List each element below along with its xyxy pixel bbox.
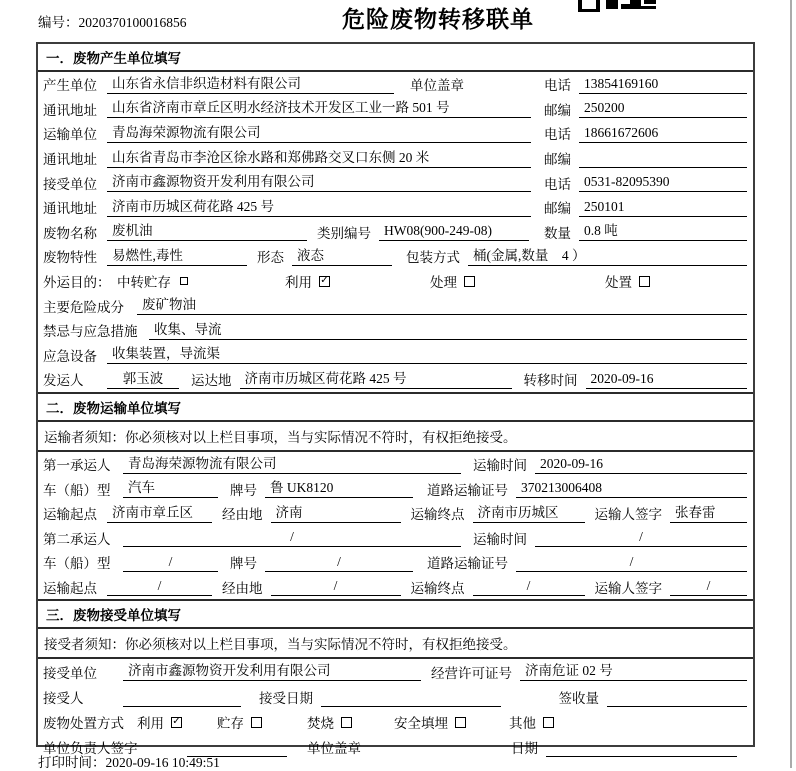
shipper-row xyxy=(38,367,753,392)
qr-code-fragment-icon xyxy=(578,0,658,9)
phone1-label: 电话 xyxy=(544,78,571,94)
end2-value: / xyxy=(473,577,585,596)
section1-header: 一．废物产生单位填写 xyxy=(38,44,753,72)
section-transport xyxy=(38,392,753,600)
disposal-option-other xyxy=(509,712,554,732)
category-value: HW08(900-249-08) xyxy=(379,222,529,241)
carrier1-row xyxy=(38,452,753,477)
phone3-label: 电话 xyxy=(544,176,571,192)
disposal-option-burn xyxy=(307,712,394,732)
disposal-option-burn-label: 焚烧 xyxy=(307,716,334,732)
disposal-landfill-checkbox xyxy=(455,717,466,728)
disposal-option-landfill xyxy=(394,712,509,732)
hazard-label: 主要危险成分 xyxy=(43,299,124,315)
route1-row xyxy=(38,501,753,526)
packing-value: 桶(金属,数量 4 ） xyxy=(468,247,747,266)
waste-name-row xyxy=(38,220,753,245)
purpose-option-use xyxy=(285,271,430,291)
receiver-value: 济南市鑫源物资开发利用有限公司 xyxy=(107,173,531,192)
addr3-value: 济南市历城区荷花路 425 号 xyxy=(107,198,531,217)
quantity-value: 0.8 吨 xyxy=(579,222,747,241)
time2-value: / xyxy=(535,528,747,547)
plate2-label: 牌号 xyxy=(230,556,257,572)
receiver-label: 接受单位 xyxy=(43,176,97,192)
phone1-value: 13854169160 xyxy=(579,75,747,94)
section-receive xyxy=(38,599,753,760)
time2-label: 运输时间 xyxy=(473,531,527,547)
date-value xyxy=(546,738,737,757)
post3-value: 250101 xyxy=(579,198,747,217)
equipment-value: 收集装置，导流渠 xyxy=(107,345,747,364)
post1-value: 250200 xyxy=(579,99,747,118)
disposal-option-store xyxy=(217,712,307,732)
road-cert2-value: / xyxy=(516,553,747,572)
disposal-row xyxy=(38,710,753,735)
disposal-option-use-label: 利用 xyxy=(137,716,164,732)
shipper-label: 发运人 xyxy=(43,373,84,389)
producer-address-row xyxy=(38,97,753,122)
doc-number-label: 编号： xyxy=(38,15,79,30)
phone2-value: 18661672606 xyxy=(579,124,747,143)
dest-label: 运达地 xyxy=(191,373,232,389)
road-cert1-label: 道路运输证号 xyxy=(427,482,508,498)
via1-label: 经由地 xyxy=(222,507,263,523)
print-time-value: 2020-09-16 10:49:51 xyxy=(105,755,220,770)
end2-label: 运输终点 xyxy=(410,580,465,596)
waste-name-label: 废物名称 xyxy=(43,225,97,241)
addr1-label: 通讯地址 xyxy=(43,102,97,118)
phone3-value: 0531-82095390 xyxy=(579,173,747,192)
sign1-value: 张春雷 xyxy=(670,504,747,523)
section2-header: 二．废物运输单位填写 xyxy=(38,394,753,422)
post3-label: 邮编 xyxy=(544,201,571,217)
transfer-time-value: 2020-09-16 xyxy=(586,370,748,389)
shipper-value: 郭玉波 xyxy=(107,370,179,389)
transporter-address-row xyxy=(38,146,753,171)
post1-label: 邮编 xyxy=(544,102,571,118)
addr1-value: 山东省济南市章丘区明水经济技术开发区工业一路 501 号 xyxy=(107,99,531,118)
time1-value: 2020-09-16 xyxy=(535,455,747,474)
addr2-value: 山东省青岛市李沧区徐水路和郑佛路交叉口东侧 20 米 xyxy=(107,149,531,168)
main-hazard-row xyxy=(38,293,753,318)
purpose-option-treat xyxy=(430,271,605,291)
vehicle1-value: 汽车 xyxy=(123,479,218,498)
phone2-label: 电话 xyxy=(544,127,571,143)
purpose-treat-checkbox xyxy=(464,276,475,287)
sign2-label: 运输人签字 xyxy=(594,580,662,596)
transfer-time-label: 转移时间 xyxy=(523,373,578,389)
measures-label: 禁忌与应急措施 xyxy=(43,324,138,340)
emergency-measures-row xyxy=(38,318,753,343)
print-time-label: 打印时间： xyxy=(38,755,106,770)
via2-value: / xyxy=(271,577,401,596)
waste-traits-row xyxy=(38,244,753,269)
time1-label: 运输时间 xyxy=(473,458,527,474)
waste-name-value: 废机油 xyxy=(107,222,307,241)
receiver-address-row xyxy=(38,195,753,220)
form-value: 液态 xyxy=(292,247,392,266)
post2-value xyxy=(579,149,747,168)
purpose-option-dispose-label: 处置 xyxy=(605,275,632,291)
category-label: 类别编号 xyxy=(317,225,371,241)
receive-unit-value: 济南市鑫源物资开发利用有限公司 xyxy=(123,662,421,681)
producer-value: 山东省永信非织造材料有限公司 xyxy=(107,75,394,94)
road-cert1-value: 370213006408 xyxy=(516,479,747,498)
vehicle2-value: / xyxy=(123,553,218,572)
measures-value: 收集、导流 xyxy=(149,321,747,340)
traits-value: 易燃性,毒性 xyxy=(107,247,247,266)
receive-unit-label: 接受单位 xyxy=(43,665,97,681)
hazard-value: 废矿物油 xyxy=(137,296,747,315)
receive-unit-row xyxy=(38,659,753,684)
purpose-option-use-label: 利用 xyxy=(285,275,312,291)
purpose-label: 外运目的： xyxy=(43,275,111,291)
packing-label: 包装方式 xyxy=(406,250,460,266)
disposal-label: 废物处置方式 xyxy=(43,716,124,732)
purpose-row xyxy=(38,269,753,294)
sign1-label: 运输人签字 xyxy=(594,507,662,523)
origin1-value: 济南市章丘区 xyxy=(107,504,212,523)
acceptor-value xyxy=(123,688,241,707)
purpose-option-treat-label: 处理 xyxy=(430,275,457,291)
acceptor-row xyxy=(38,684,753,709)
vehicle2-label: 车（船）型 xyxy=(43,556,111,572)
received-qty-value xyxy=(607,688,747,707)
accept-date-label: 接受日期 xyxy=(259,691,313,707)
post2-label: 邮编 xyxy=(544,152,571,168)
unit-seal2-label: 单位盖章 xyxy=(307,741,361,757)
leader-sign-label: 单位负责人签字 xyxy=(43,741,138,757)
license-value: 济南危证 02 号 xyxy=(520,662,747,681)
quantity-label: 数量 xyxy=(544,225,571,241)
disposal-store-checkbox xyxy=(251,717,262,728)
carrier2-label: 第二承运人 xyxy=(43,531,111,547)
transporter-label: 运输单位 xyxy=(43,127,97,143)
plate1-value: 鲁 UK8120 xyxy=(265,479,413,498)
via1-value: 济南 xyxy=(271,504,401,523)
transporter-value: 青岛海荣源物流有限公司 xyxy=(107,124,531,143)
dest-value: 济南市历城区荷花路 425 号 xyxy=(240,370,512,389)
purpose-transfer-checkbox xyxy=(180,277,188,285)
carrier2-value: / xyxy=(123,528,461,547)
producer-label: 产生单位 xyxy=(43,78,97,94)
plate1-label: 牌号 xyxy=(230,482,257,498)
page-right-edge xyxy=(790,0,792,768)
accept-date-value xyxy=(321,688,501,707)
purpose-dispose-checkbox xyxy=(639,276,650,287)
route2-row xyxy=(38,575,753,600)
transporter-row xyxy=(38,121,753,146)
carrier1-label: 第一承运人 xyxy=(43,458,111,474)
carrier2-row xyxy=(38,526,753,551)
disposal-option-use xyxy=(137,712,217,732)
section3-header: 三．废物接受单位填写 xyxy=(38,601,753,629)
purpose-option-transfer-label: 中转贮存 xyxy=(117,275,171,291)
disposal-option-landfill-label: 安全填埋 xyxy=(394,716,448,732)
print-time xyxy=(38,751,220,771)
doc-number-value: 2020370100016856 xyxy=(78,15,187,30)
carrier1-value: 青岛海荣源物流有限公司 xyxy=(123,455,461,474)
via2-label: 经由地 xyxy=(222,580,263,596)
plate2-value: / xyxy=(265,553,413,572)
disposal-use-checkbox: ✓ xyxy=(172,716,181,728)
end1-label: 运输终点 xyxy=(410,507,465,523)
equipment-label: 应急设备 xyxy=(43,348,97,364)
origin1-label: 运输起点 xyxy=(43,507,97,523)
purpose-option-transfer xyxy=(117,271,285,291)
disposal-burn-checkbox xyxy=(341,717,352,728)
end1-value: 济南市历城区 xyxy=(473,504,585,523)
receiver-row xyxy=(38,170,753,195)
disposal-option-other-label: 其他 xyxy=(509,716,536,732)
disposal-other-checkbox xyxy=(543,717,554,728)
page-title: 危险废物转移联单 xyxy=(342,6,534,32)
received-qty-label: 签收量 xyxy=(558,691,599,707)
form-label: 形态 xyxy=(257,250,284,266)
emergency-equipment-row xyxy=(38,343,753,368)
vehicle1-label: 车（船）型 xyxy=(43,482,111,498)
vehicle1-row xyxy=(38,476,753,501)
transport-notice: 运输者须知：你必须核对以上栏目事项，当与实际情况不符时，有权拒绝接受。 xyxy=(38,422,753,452)
road-cert2-label: 道路运输证号 xyxy=(427,556,508,572)
addr3-label: 通讯地址 xyxy=(43,201,97,217)
origin2-label: 运输起点 xyxy=(43,580,97,596)
addr2-label: 通讯地址 xyxy=(43,152,97,168)
purpose-option-dispose xyxy=(605,271,650,291)
license-label: 经营许可证号 xyxy=(431,665,512,681)
acceptor-label: 接受人 xyxy=(43,691,84,707)
manifest-form xyxy=(36,42,755,757)
producer-row xyxy=(38,72,753,97)
origin2-value: / xyxy=(107,577,212,596)
section-producer xyxy=(38,44,753,392)
unit-seal-label: 单位盖章 xyxy=(410,78,464,94)
receive-notice: 接受者须知：你必须核对以上栏目事项，当与实际情况不符时，有权拒绝接受。 xyxy=(38,629,753,659)
purpose-use-checkbox: ✓ xyxy=(320,275,329,287)
disposal-option-store-label: 贮存 xyxy=(217,716,244,732)
date-label: 日期 xyxy=(511,741,538,757)
traits-label: 废物特性 xyxy=(43,250,97,266)
sign2-value: / xyxy=(670,577,747,596)
vehicle2-row xyxy=(38,550,753,575)
